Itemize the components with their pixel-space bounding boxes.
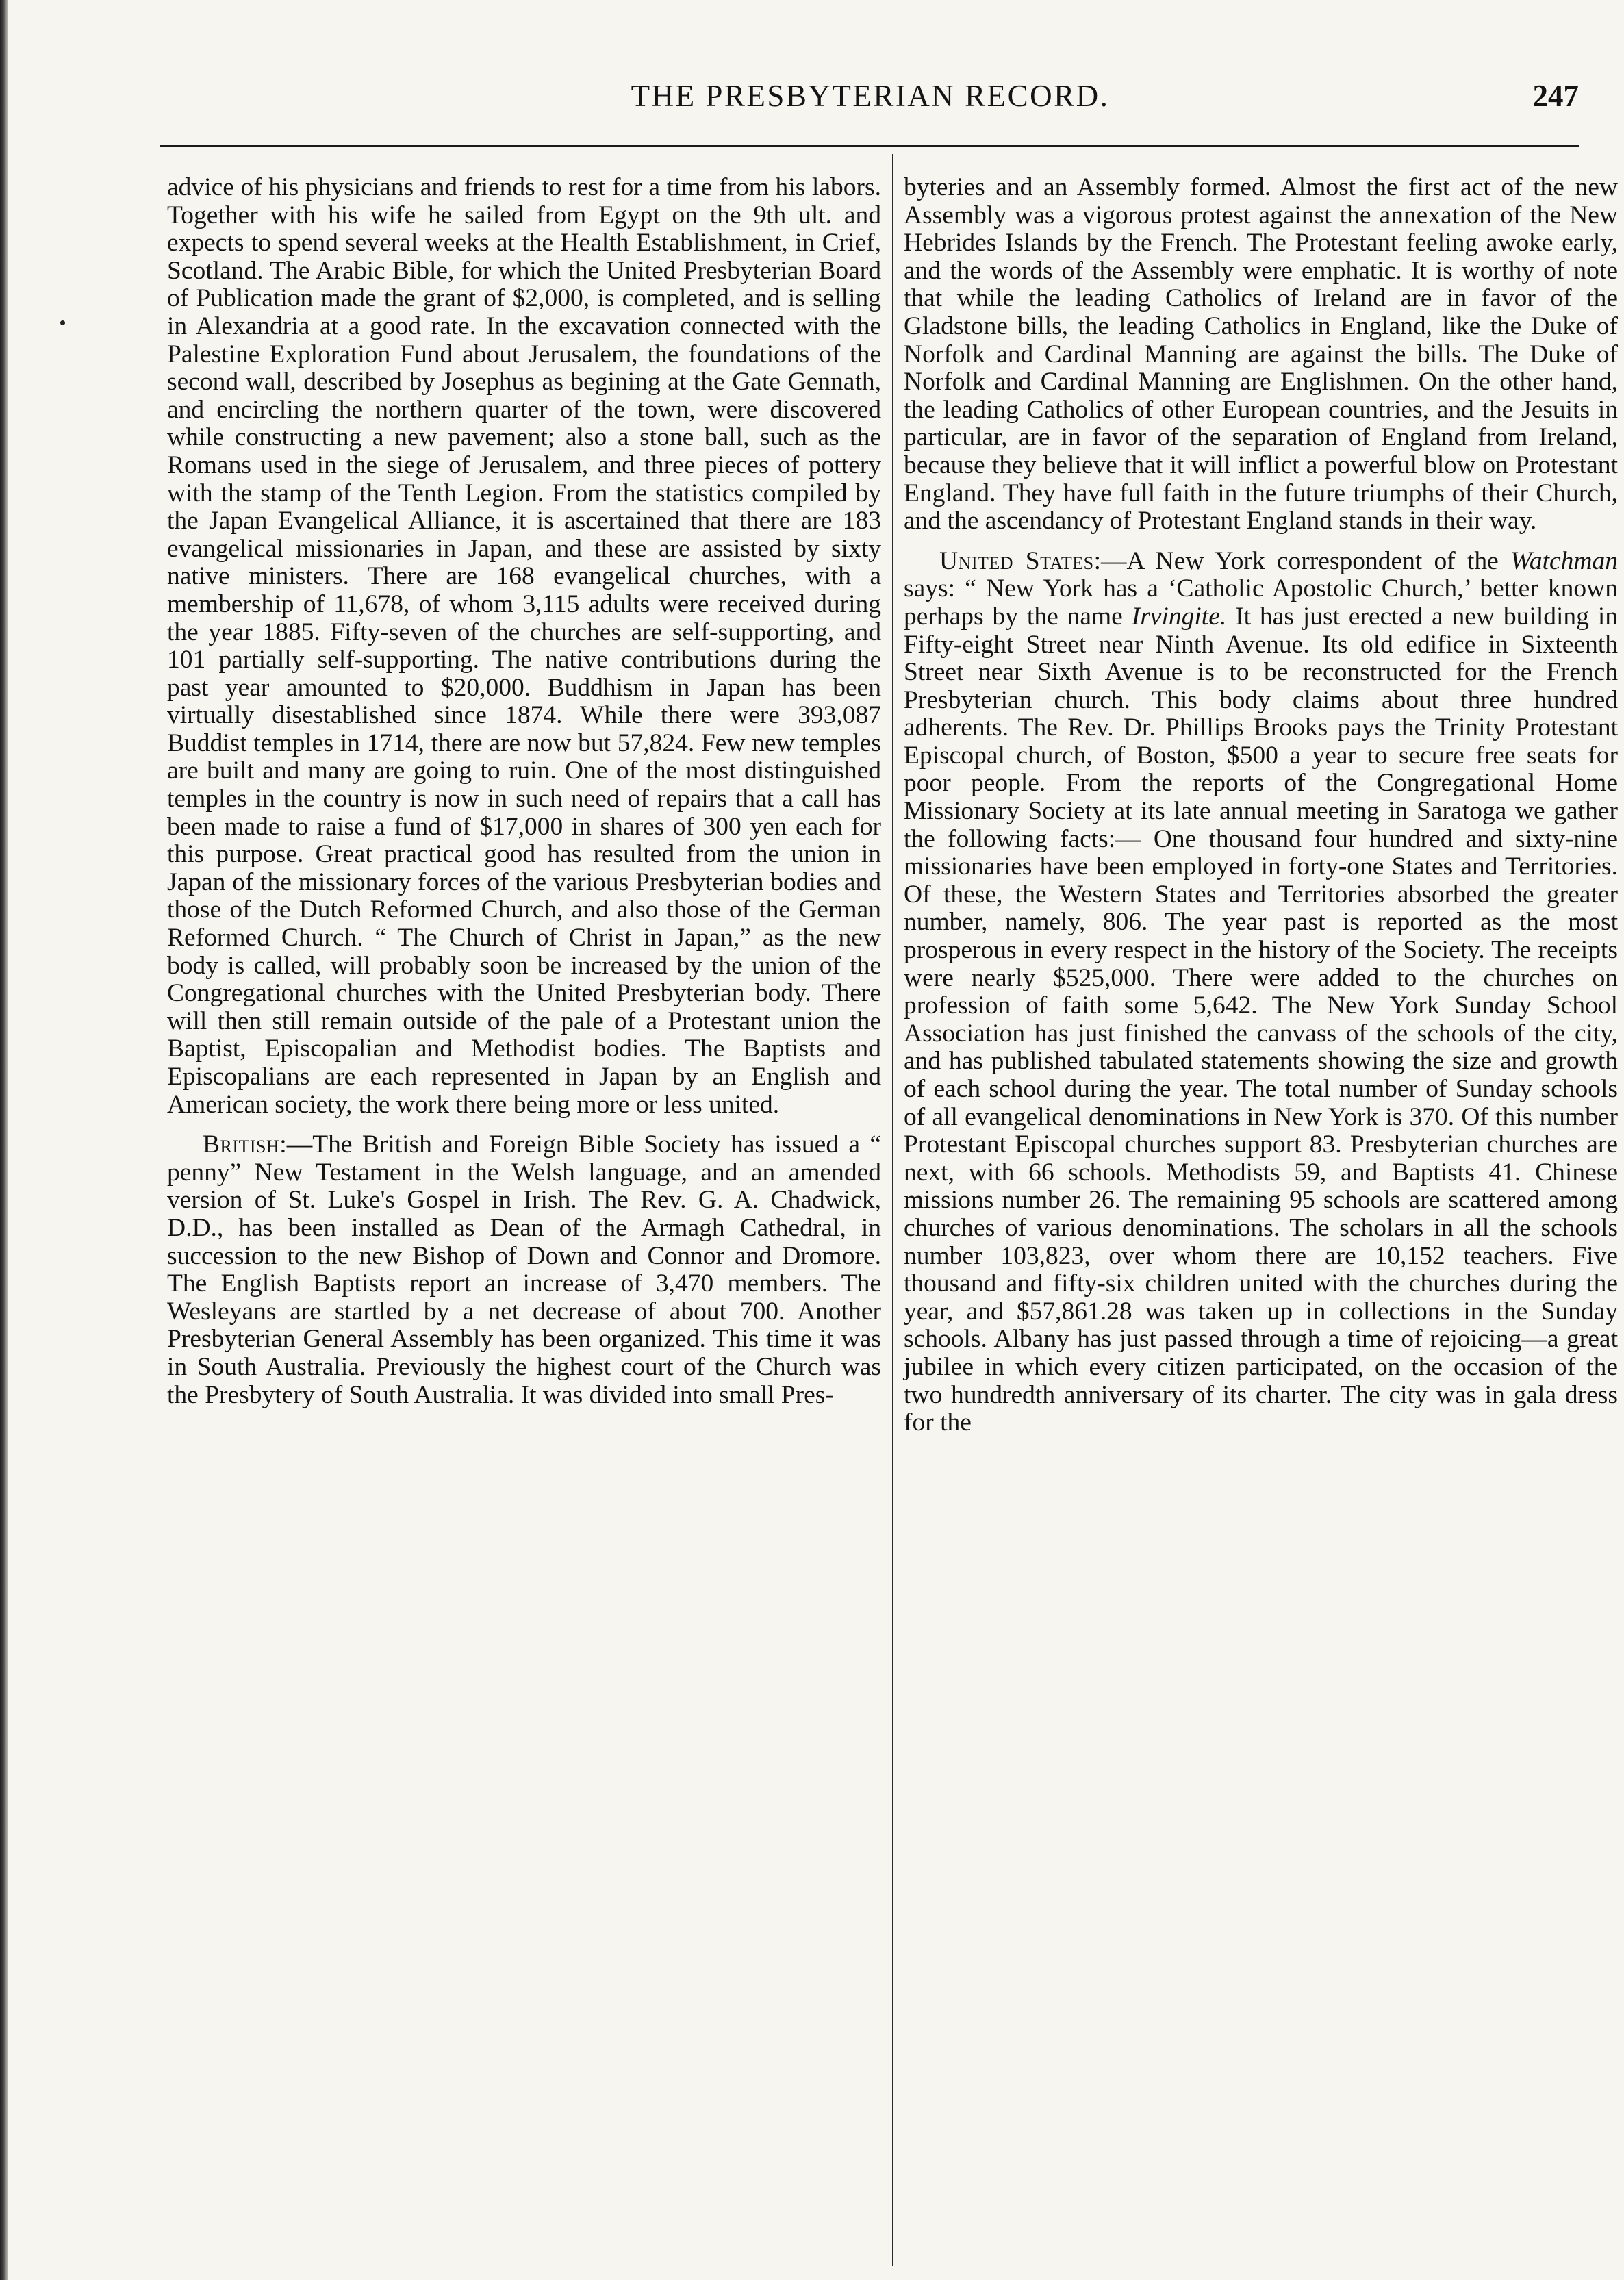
page-title: THE PRESBYTERIAN RECORD. (631, 79, 1110, 113)
left-column (167, 174, 881, 1409)
paragraph-british (167, 1131, 881, 1409)
paragraph-us-text-a: :—A New York correspondent of the (1093, 546, 1511, 575)
section-lead-united-states: United States (939, 546, 1094, 575)
paragraph-british-text: :—The British and Foreign Bible Society has issued a “ penny” New Testament in the Welsh language, and an amended version of St. Luke's Gospel in Irish. The Rev. G. A. Chadwick, D.D., has been installed as Dean of the Armagh Cathedral, in succession to the new Bishop of Down and Connor and Dromore. The English Baptists report an increase of 3,470 members. The Wesleyans are startled by a net decrease of about 700. Another Presbyterian General Assembly has been organized. This time it was in South Australia. Previously the highest court of the Church was the Presbytery of South Australia. It was divided into small Pres- (167, 1130, 881, 1409)
column-divider (892, 154, 893, 2266)
paragraph-missions-news: advice of his physicians and friends to rest for a time from his labors. Together with his wife he sailed from Egypt on the 9th ult. and expects to spend several weeks at the Health Establishment, in Crief, Scotland. The Arabic Bible, for which the United Presbyterian Board of Publication made the grant of $2,000, is completed, and is selling in Alexandria at a good rate. In the excavation connected with the Palestine Exploration Fund about Jerusalem, the foundations of the second wall, described by Josephus as begining at the Gate Gennath, and encircling the northern quarter of the town, were discovered while constructing a new pavement; also a stone ball, such as the Romans used in the siege of Jerusalem, and three pieces of pottery with the stamp of the Tenth Legion. From the statistics compiled by the Japan Evangelical Alliance, it is ascertained that there are 183 evangelical missionaries in Japan, and these are assisted by sixty native ministers. There are 168 evangelical churches, with a membership of 11,678, of whom 3,115 adults were received during the year 1885. Fifty-seven of the churches are self-supporting, and 101 partially self-supporting. The native contributions during the past year amounted to $20,000. Buddhism in Japan has been virtually disestablished since 1874. While there were 393,087 Buddist temples in 1714, there are now but 57,824. Few new temples are built and many are going to ruin. One of the most distinguished temples in the country is now in such need of repairs that a call has been made to raise a fund of $17,000 in shares of 300 yen each for this purpose. Great practical good has resulted from the union in Japan of the missionary forces of the various Presbyterian bodies and those of the Dutch Reformed Church, and also those of the German Reformed Church. “ The Church of Christ in Japan,” as the new body is called, will probably soon be increased by the union of the Congregational churches with the United Presbyterian body. There will then still remain outside of the pale of a Protestant union the Baptist, Episcopalian and Methodist bodies. The Baptists and Episcopalians are each represented in Japan by an English and American society, the work there being more or less united. (167, 173, 881, 1119)
page-binding-edge (0, 0, 8, 2280)
paragraph-us-text-c: It has just erected a new building in Fifty-eight Street near Ninth Avenue. Its old edifice in Sixteenth Street near Sixth Avenue is to be reconstructed for the French Presbyterian church. This body claims about three hundred adherents. The Rev. Dr. Phillips Brooks pays the Trinity Protestant Episcopal church, of Boston, $500 a year to secure free seats for poor people. From the reports of the Congregational Home Missionary Society at its late annual meeting in Saratoga we gather the following facts:— One thousand four hundred and sixty-nine missionaries have been employed in forty-one States and Territories. Of these, the Western States and Territories absorbed the greater number, namely, 806. The year past is reported as the most prosperous in every respect in the history of the Society. The receipts were nearly $525,000. There were added to the churches on profession of faith some 5,642. The New York Sunday School Association has just finished the canvass of the schools of the city, and has published tabulated statements showing the size and growth of each school during the year. The total number of Sunday schools of all evangelical denominations in New York is 370. Of this number Protestant Episcopal churches support 83. Presbyterian churches are next, with 66 schools. Methodists 59, and Baptists 41. Chinese missions number 26. The remaining 95 schools are scattered among churches of various denominations. The scholars in all the schools number 103,823, over whom there are 10,152 teachers. Five thousand and fifty-six children united with the churches during the year, and $57,861.28 was taken up in collections in the Sunday schools. Albany has just passed through a time of rejoicing—a great jubilee in which every citizen participated, on the occasion of the two hundredth anniversary of its charter. The city was in gala dress for the (904, 602, 1618, 1437)
paragraph-united-states (904, 548, 1618, 1437)
running-head (162, 78, 1579, 121)
header-rule (160, 145, 1579, 147)
page-number: 247 (1532, 79, 1579, 113)
paragraph-assembly: byteries and an Assembly formed. Almost the first act of the new Assembly was a vigorous protest against the annexation of the New Hebrides Islands by the French. The Protestant feeling awoke early, and the words of the Assembly were emphatic. It is worthy of note that while the leading Catholics of Ireland are in favor of the Gladstone bills, the leading Catholics in England, like the Duke of Norfolk and Cardinal Manning are against the bills. The Duke of Norfolk and Cardinal Manning are Englishmen. On the other hand, the leading Catholics of other European countries, and the Jesuits in particular, are in favor of the separation of England from Ireland, because they believe that it will inflict a powerful blow on Protestant England. They have full faith in the future triumphs of their Church, and the ascendancy of Protestant England stands in their way. (904, 173, 1618, 535)
stray-ink-mark (60, 320, 65, 325)
paragraph-us-text-b: says: “ New York has a ‘Catholic Apostolic Church,’ better known perhaps by the name (904, 574, 1618, 631)
publication-name: Watchman (1510, 546, 1618, 575)
denomination-name: Irvingite. (1131, 602, 1227, 631)
right-column (904, 174, 1618, 1437)
section-lead-british: British (203, 1130, 280, 1159)
